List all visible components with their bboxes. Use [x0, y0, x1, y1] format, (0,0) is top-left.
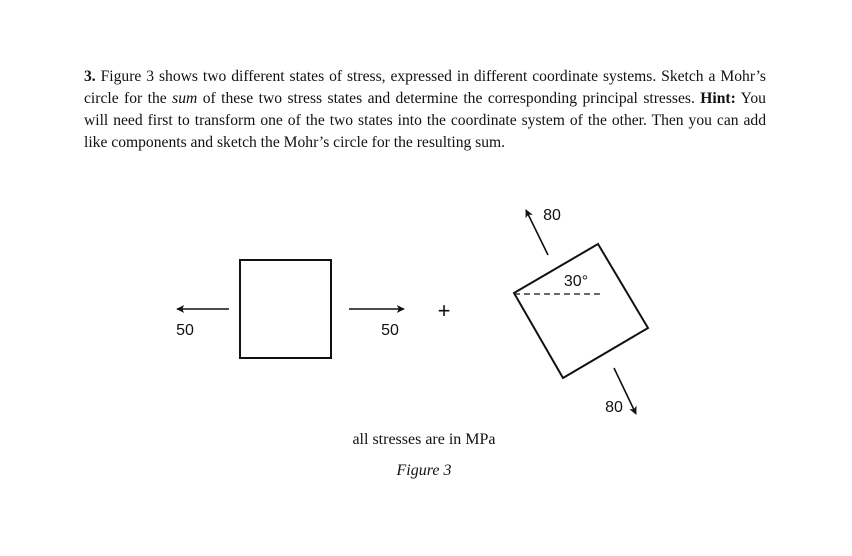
left-stress-label-left: 50	[176, 322, 194, 339]
figure-caption-text: Figure 3	[396, 462, 452, 479]
rotated-stress-label-bottom: 80	[605, 399, 623, 416]
hint-label: Hint:	[700, 90, 736, 107]
left-stress-label-right: 50	[381, 322, 399, 339]
problem-emphasis-sum: sum	[172, 90, 198, 107]
rotated-stress-label-top: 80	[543, 207, 561, 224]
problem-text-2: of these two stress states and determine the corresponding principal stresses.	[197, 90, 701, 107]
problem-number: 3.	[84, 68, 96, 85]
angle-label: 30°	[563, 273, 589, 290]
rotated-stress-element	[514, 244, 648, 378]
plus-sign: +	[437, 298, 451, 323]
figure-caption	[0, 462, 852, 480]
problem-text-3: You will need first to transform one of the two states into the coordinate system of the other. Then you can add like components and sketch the Mohr’s circle for the resulting sum.	[84, 90, 766, 151]
problem-text-1: Figure 3 shows two different states of stress, expressed in different coordinate systems. Sketch a Mohr’s circle for the	[84, 68, 766, 107]
units-note	[0, 431, 852, 449]
stress-element-square	[240, 260, 331, 358]
units-note-text: all stresses are in MPa	[352, 431, 496, 448]
